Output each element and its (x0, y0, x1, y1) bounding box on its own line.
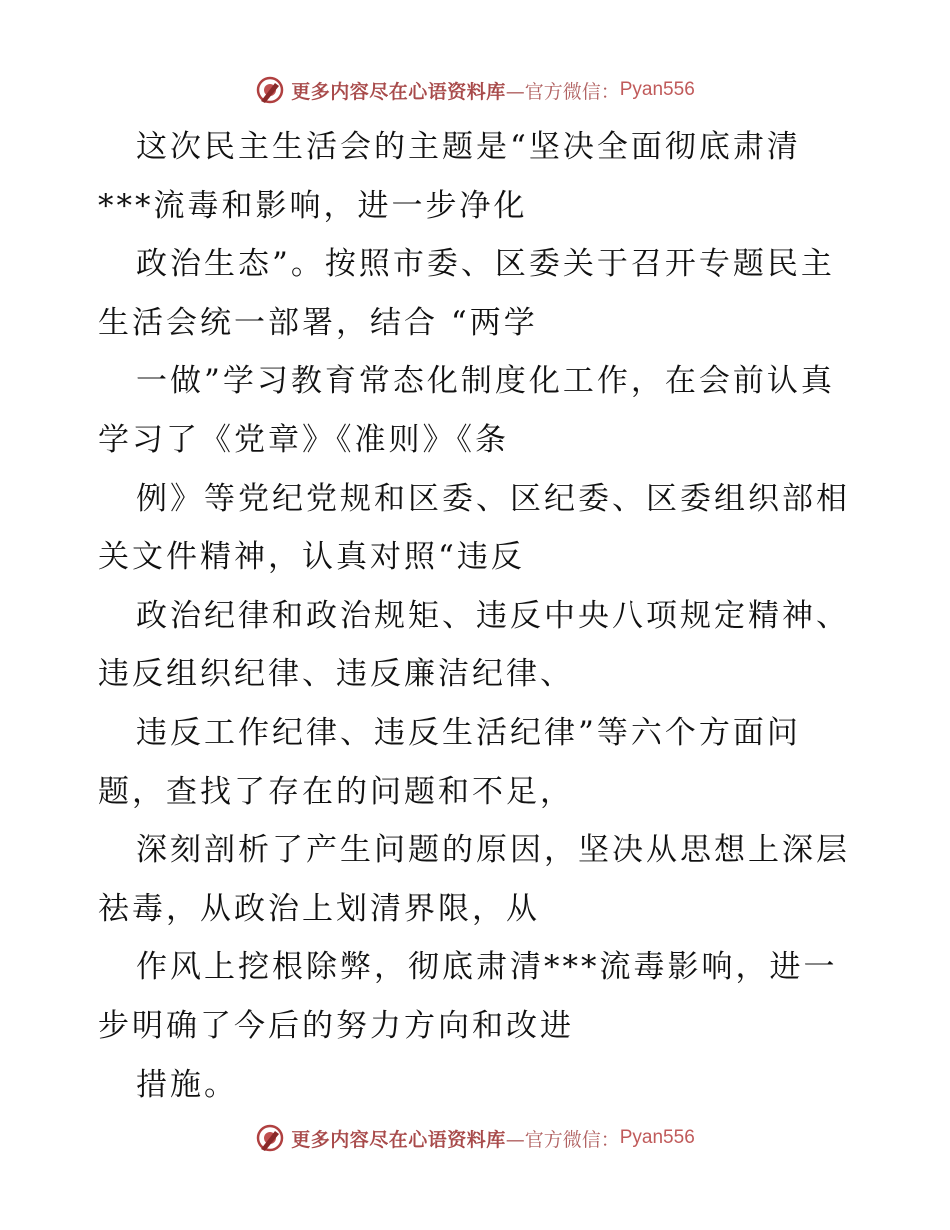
body-line: 深刻剖析了产生问题的原因，坚决从思想上深层 (136, 832, 850, 869)
body-line: 违反组织纪律、违反廉洁纪律、 (98, 656, 574, 693)
body-line: 措施。 (136, 1066, 238, 1103)
body-line: 关文件精神，认真对照“违反 (98, 539, 525, 576)
body-line: 这次民主生活会的主题是“坚决全面彻底肃清 (136, 129, 801, 165)
body-line: 题，查找了存在的问题和不足， (98, 773, 574, 810)
body-line: 例》等党纪党规和区委、区纪委、区委组织部相 (136, 480, 850, 517)
body-line: ***流毒和影响，进一步净化 (98, 187, 528, 224)
document-body (98, 118, 898, 1114)
banner-brand: 更多内容尽在心语资料库 (291, 80, 506, 103)
banner-tagline: —官方微信： (505, 1128, 620, 1151)
body-line: 作风上挖根除弊，彻底肃清***流毒影响，进一 (136, 949, 838, 986)
banner-tagline: —官方微信： (505, 80, 620, 103)
footer-watermark (0, 1118, 950, 1158)
pen-logo-icon (255, 75, 285, 105)
body-line: 一做”学习教育常态化制度化工作，在会前认真 (136, 363, 835, 400)
banner-wechat-id: Pyan556 (619, 1127, 695, 1148)
body-line: 生活会统一部署，结合 “两学 (98, 304, 538, 341)
body-line: 学习了《党章》《准则》《条 (98, 421, 509, 458)
body-line: 违反工作纪律、违反生活纪律”等六个方面问 (136, 714, 801, 751)
banner-wechat-id: Pyan556 (619, 79, 695, 100)
body-line: 祛毒，从政治上划清界限，从 (98, 890, 540, 927)
body-line: 步明确了今后的努力方向和改进 (98, 1007, 574, 1044)
banner-brand: 更多内容尽在心语资料库 (291, 1128, 506, 1151)
body-line: 政治纪律和政治规矩、违反中央八项规定精神、 (136, 597, 850, 634)
body-line: 政治生态”。按照市委、区委关于召开专题民主 (136, 246, 835, 283)
pen-logo-icon (255, 1123, 285, 1153)
header-watermark (0, 70, 950, 110)
